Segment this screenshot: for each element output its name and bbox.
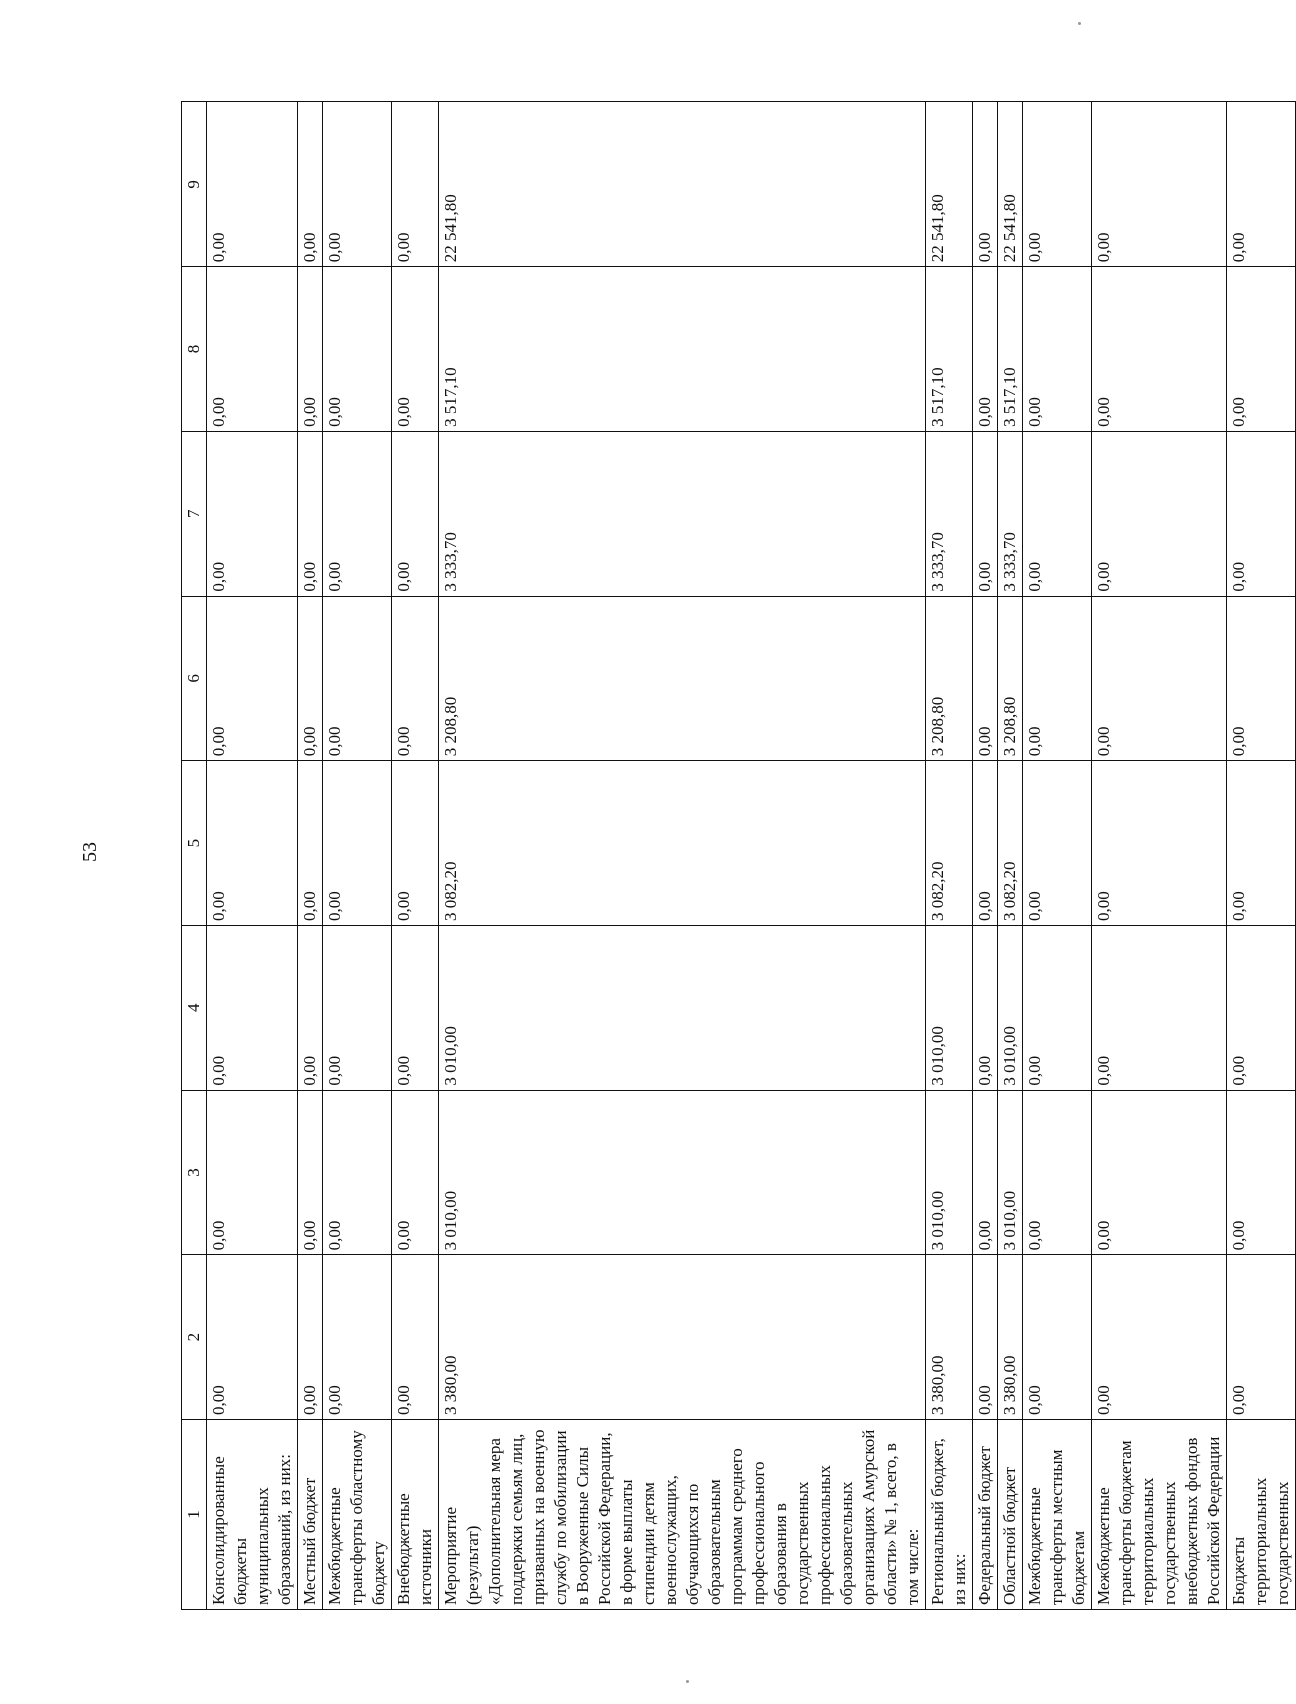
table-cell: 0,00 (1023, 1090, 1092, 1255)
table-row (973, 102, 998, 1610)
row-label: Региональный бюджет, из них: (926, 1420, 973, 1610)
table-cell: 0,00 (323, 267, 392, 432)
table-row (298, 102, 323, 1610)
table-cell: 0,00 (323, 431, 392, 596)
table-cell: 0,00 (207, 1090, 298, 1255)
table-cell: 3 082,20 (439, 761, 926, 926)
row-label: Мероприятие (результат) «Дополнительная мера поддержки семьям лиц, призванных на военную службу по мобилизации в Вооруженные Силы Российской Федерации, в форме выплаты стипендии детям военнослужащих, обучающихся по образовательным программам среднего профессионального образования в государственных профессиональных образовательных организациях Амурской области» № 1, всего, в том числе: (439, 1420, 926, 1610)
table-cell: 0,00 (1023, 431, 1092, 596)
row-label: Межбюджетные трансферты областному бюджету (323, 1420, 392, 1610)
table-cell: 0,00 (1023, 761, 1092, 926)
table-cell: 0,00 (1023, 1255, 1092, 1420)
table-cell: 0,00 (973, 1090, 998, 1255)
table-cell: 0,00 (1227, 102, 1296, 267)
table-cell: 0,00 (323, 596, 392, 761)
table-cell: 0,00 (973, 596, 998, 761)
table-row (207, 102, 298, 1610)
table-cell: 3 010,00 (439, 1090, 926, 1255)
row-label: Межбюджетные трансферты местным бюджетам (1023, 1420, 1092, 1610)
table-cell: 0,00 (1227, 267, 1296, 432)
column-header: 2 (182, 1255, 207, 1420)
table-cell: 0,00 (973, 925, 998, 1090)
scan-mark (686, 1680, 689, 1683)
table-row (392, 102, 439, 1610)
table-cell: 0,00 (1092, 431, 1227, 596)
table-cell: 0,00 (1092, 1090, 1227, 1255)
table-cell: 22 541,80 (998, 102, 1023, 267)
column-header: 3 (182, 1090, 207, 1255)
table-cell: 0,00 (207, 102, 298, 267)
table-cell: 0,00 (1092, 761, 1227, 926)
table-cell: 0,00 (1092, 596, 1227, 761)
table-cell: 0,00 (1092, 925, 1227, 1090)
table-cell: 0,00 (1092, 102, 1227, 267)
table-cell: 0,00 (298, 102, 323, 267)
table-row (323, 102, 392, 1610)
table-cell: 0,00 (298, 431, 323, 596)
table-cell: 3 010,00 (998, 1090, 1023, 1255)
table-cell: 0,00 (1023, 102, 1092, 267)
table-cell: 3 208,80 (998, 596, 1023, 761)
row-label: Местный бюджет (298, 1420, 323, 1610)
table-cell: 0,00 (207, 431, 298, 596)
table-cell: 0,00 (1227, 596, 1296, 761)
table-cell: 0,00 (323, 1090, 392, 1255)
table-cell: 3 517,10 (998, 267, 1023, 432)
page-number: 53 (79, 842, 101, 862)
rotated-table-wrapper (181, 102, 1292, 1610)
column-header: 1 (182, 1420, 207, 1610)
table-cell: 0,00 (207, 1255, 298, 1420)
table-cell: 3 010,00 (998, 925, 1023, 1090)
column-header: 7 (182, 431, 207, 596)
table-cell: 0,00 (298, 267, 323, 432)
table-cell: 0,00 (1023, 596, 1092, 761)
table-cell: 0,00 (392, 1090, 439, 1255)
table-cell: 3 380,00 (439, 1255, 926, 1420)
table-cell: 0,00 (1092, 267, 1227, 432)
table-cell: 22 541,80 (926, 102, 973, 267)
table-row (1092, 102, 1227, 1610)
table-row (926, 102, 973, 1610)
table-cell: 0,00 (1023, 925, 1092, 1090)
table-row (439, 102, 926, 1610)
row-label: Бюджеты территориальных государственных (1227, 1420, 1296, 1610)
table-cell: 0,00 (1227, 431, 1296, 596)
table-cell: 3 333,70 (998, 431, 1023, 596)
table-cell: 3 517,10 (926, 267, 973, 432)
table-cell: 0,00 (1227, 1255, 1296, 1420)
table-cell: 22 541,80 (439, 102, 926, 267)
row-label: Консолидированные бюджеты муниципальных образований, из них: (207, 1420, 298, 1610)
table-cell: 0,00 (973, 102, 998, 267)
table-cell: 0,00 (973, 1255, 998, 1420)
table-cell: 0,00 (323, 1255, 392, 1420)
table-cell: 0,00 (323, 925, 392, 1090)
table-cell: 3 380,00 (998, 1255, 1023, 1420)
table-cell: 0,00 (207, 925, 298, 1090)
table-cell: 0,00 (1092, 1255, 1227, 1420)
row-label: Областной бюджет (998, 1420, 1023, 1610)
table-cell: 0,00 (392, 102, 439, 267)
column-header: 8 (182, 267, 207, 432)
table-cell: 3 010,00 (926, 1090, 973, 1255)
table-cell: 0,00 (323, 761, 392, 926)
table-cell: 0,00 (207, 596, 298, 761)
table-cell: 0,00 (298, 1090, 323, 1255)
table-header-row (182, 102, 207, 1610)
table-cell: 0,00 (298, 596, 323, 761)
column-header: 6 (182, 596, 207, 761)
table-row (1023, 102, 1092, 1610)
table-cell: 0,00 (1023, 267, 1092, 432)
table-cell: 3 082,20 (926, 761, 973, 926)
table-cell: 0,00 (298, 1255, 323, 1420)
table-cell: 0,00 (1227, 761, 1296, 926)
table-cell: 0,00 (392, 267, 439, 432)
column-header: 5 (182, 761, 207, 926)
table-cell: 0,00 (973, 267, 998, 432)
table-cell: 0,00 (973, 761, 998, 926)
row-label: Межбюджетные трансферты бюджетам территориальных государственных внебюджетных фондов Российской Федерации (1092, 1420, 1227, 1610)
table-cell: 0,00 (973, 431, 998, 596)
row-label: Внебюджетные источники (392, 1420, 439, 1610)
row-label: Федеральный бюджет (973, 1420, 998, 1610)
table-cell: 0,00 (298, 925, 323, 1090)
column-header: 9 (182, 102, 207, 267)
table-cell: 0,00 (323, 102, 392, 267)
table-cell: 3 208,80 (926, 596, 973, 761)
column-header: 4 (182, 925, 207, 1090)
table-cell: 0,00 (392, 761, 439, 926)
scan-mark (1078, 22, 1081, 25)
budget-table (181, 102, 1296, 1611)
table-cell: 0,00 (207, 761, 298, 926)
table-cell: 0,00 (1227, 1090, 1296, 1255)
table-cell: 0,00 (392, 431, 439, 596)
table-cell: 3 208,80 (439, 596, 926, 761)
table-cell: 0,00 (392, 925, 439, 1090)
table-row (1227, 102, 1296, 1610)
table-cell: 3 010,00 (439, 925, 926, 1090)
table-cell: 3 333,70 (439, 431, 926, 596)
table-cell: 3 517,10 (439, 267, 926, 432)
table-cell: 0,00 (1227, 925, 1296, 1090)
table-cell: 0,00 (207, 267, 298, 432)
table-row (998, 102, 1023, 1610)
table-cell: 0,00 (392, 596, 439, 761)
table-cell: 3 333,70 (926, 431, 973, 596)
table-cell: 3 380,00 (926, 1255, 973, 1420)
table-cell: 0,00 (392, 1255, 439, 1420)
table-cell: 3 010,00 (926, 925, 973, 1090)
table-cell: 3 082,20 (998, 761, 1023, 926)
table-cell: 0,00 (298, 761, 323, 926)
